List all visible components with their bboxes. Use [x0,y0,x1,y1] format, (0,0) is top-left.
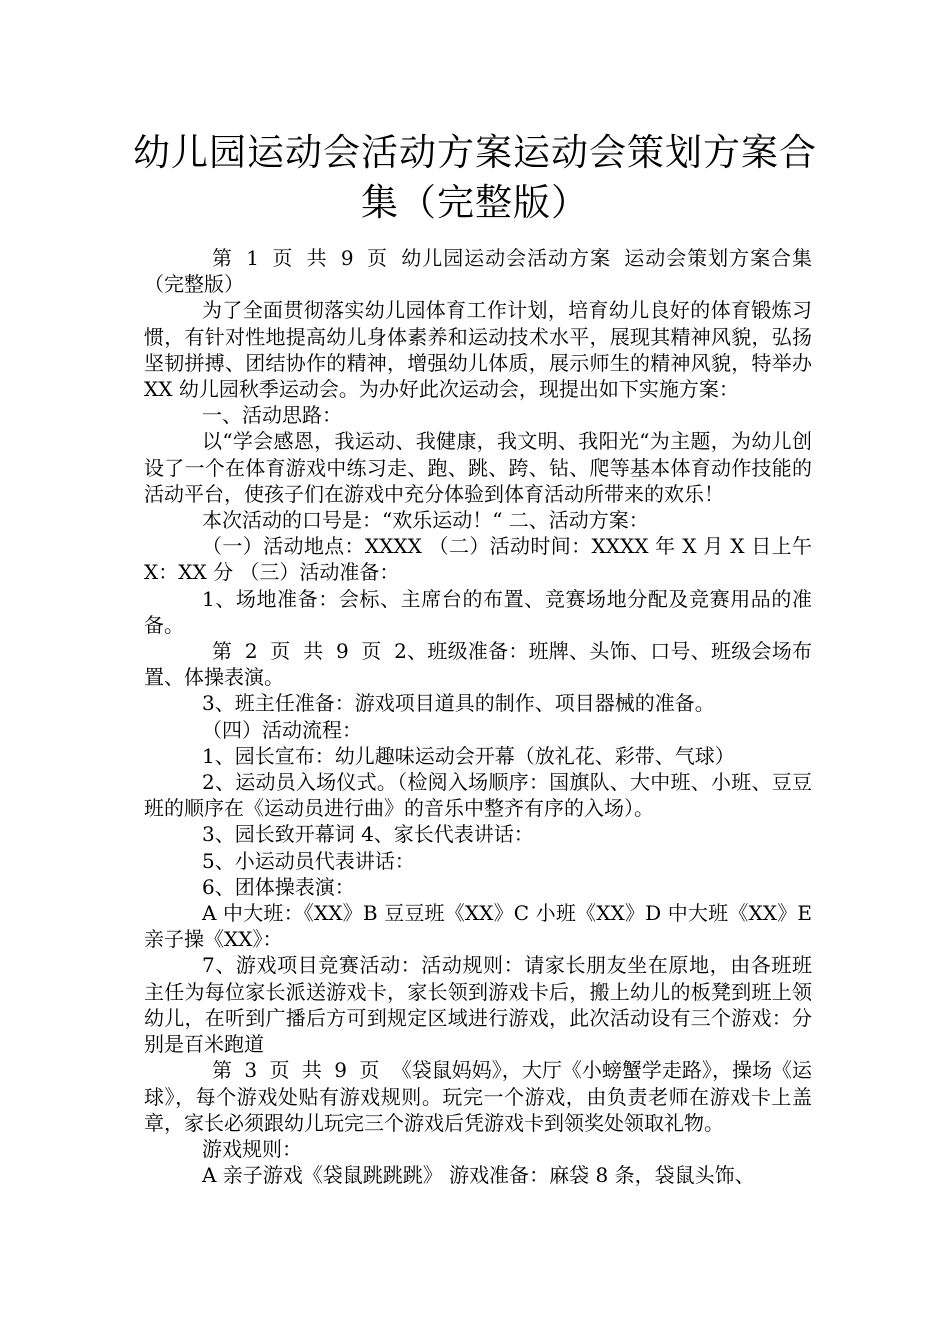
section-heading: 一、活动思路： [202,403,342,428]
paragraph: A 亲子游戏《袋鼠跳跳跳》 游戏准备：麻袋 8 条，袋鼠头饰、 [202,1163,755,1188]
paragraph-intro: 为了全面贯彻落实幼儿园体育工作计划，培育幼儿良好的体育锻炼习惯，有针对性地提高幼儿身体素养和运动技术水平，展现其精神风貌，弘扬坚韧拼搏、团结协作的精神，增强幼儿体质，展示师生的精神风貌，特举办 XX 幼儿园秋季运动会。为办好此次运动会，现提出如下实施方案： [144,298,812,402]
paragraph: 本次活动的口号是：“欢乐运动！“ 二、活动方案： [202,508,649,533]
paragraph: （一）活动地点：XXXX （二）活动时间：XXXX 年 X 月 X 日上午 X：XX 分 （三）活动准备： [144,534,812,585]
page-header-3: 第 3 页 共 9 页 《袋鼠妈妈》，大厅《小螃蟹学走路》，操场《运球》，每个游戏处贴有游戏规则。玩完一个游戏，由负责老师在游戏卡上盖章，家长必须跟幼儿玩完三个游戏后凭游戏卡到领奖处领取礼物。 [144,1058,812,1135]
document-title: 幼儿园运动会活动方案运动会策划方案合集（完整版） [133,131,817,224]
document-body [144,245,812,1188]
page-header-1: 第 1 页 共 9 页 幼儿园运动会活动方案 运动会策划方案合集 （完整版） [144,246,812,297]
list-item: 7、游戏项目竞赛活动：活动规则：请家长朋友坐在原地，由各班班主任为每位家长派送游戏卡，家长领到游戏卡后，搬上幼儿的板凳到班上领幼儿，在听到广播后方可到规定区域进行游戏，此次活动设有三个游戏：分别是百米跑道 [144,953,812,1057]
list-item: A 中大班：《XX》B 豆豆班《XX》C 小班《XX》D 中大班《XX》E 亲子操《XX》： [144,901,812,952]
paragraph: 1、场地准备：会标、主席台的布置、竞赛场地分配及竞赛用品的准备。 [144,586,812,637]
list-item: 3、园长致开幕词 4、家长代表讲话： [202,822,534,847]
page-header-2: 第 2 页 共 9 页 2、班级准备：班牌、头饰、口号、班级会场布置、体操表演。 [144,639,812,690]
list-item: 2、运动员入场仪式。（检阅入场顺序：国旗队、大中班、小班、豆豆班的顺序在《运动员进行曲》的音乐中整齐有序的入场）。 [144,770,812,821]
section-heading: （四）活动流程： [202,717,362,742]
list-item: 1、园长宣布：幼儿趣味运动会开幕（放礼花、彩带、气球） [202,743,735,768]
paragraph: 以“学会感恩，我运动、我健康，我文明、我阳光“为主题，为幼儿创设了一个在体育游戏中练习走、跑、跳、跨、钻、爬等基本体育动作技能的活动平台，使孩子们在游戏中充分体验到体育活动所带来的欢乐！ [144,429,812,506]
list-item: 6、团体操表演： [202,874,355,899]
section-heading: 游戏规则： [202,1136,302,1161]
list-item: 5、小运动员代表讲话： [202,848,415,873]
paragraph: 3、班主任准备：游戏项目道具的制作、项目器械的准备。 [202,691,715,716]
